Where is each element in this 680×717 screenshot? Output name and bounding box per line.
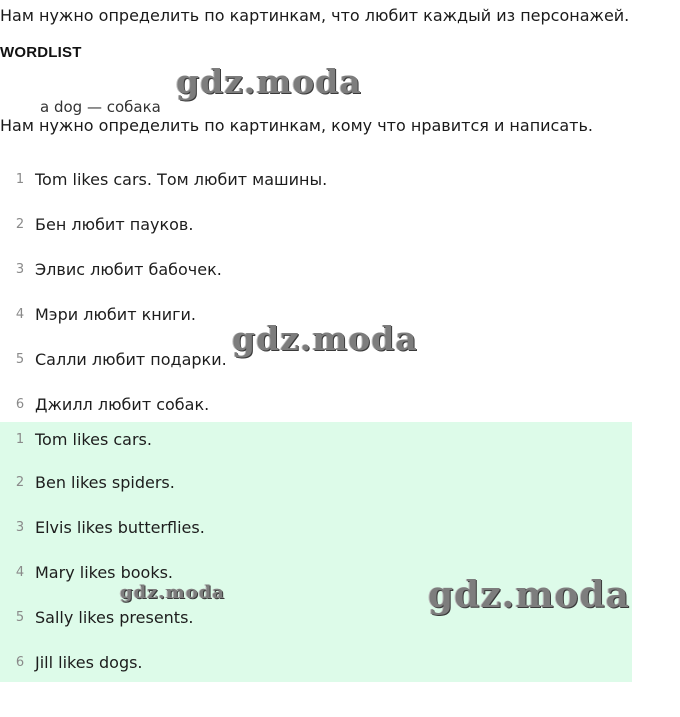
item-text: Tom likes cars. xyxy=(35,430,152,449)
item-number: 1 xyxy=(15,172,25,187)
item-text: Elvis likes butterflies. xyxy=(35,518,205,537)
list-item xyxy=(0,422,632,467)
item-number: 2 xyxy=(15,475,25,490)
item-text: Мэри любит книги. xyxy=(35,305,197,324)
answers-english-highlighted xyxy=(0,422,632,682)
answers-russian xyxy=(0,164,632,434)
item-number: 1 xyxy=(15,432,25,447)
list-item xyxy=(0,512,632,557)
item-number: 5 xyxy=(15,610,25,625)
wordlist-entry: a dog — собака xyxy=(40,98,161,116)
item-number: 4 xyxy=(15,307,25,322)
item-text: Элвис любит бабочек. xyxy=(35,260,222,279)
list-item xyxy=(0,209,632,254)
instruction-text: Нам нужно определить по картинкам, кому что нравится и написать. xyxy=(0,116,593,135)
item-text: Салли любит подарки. xyxy=(35,350,227,369)
list-item xyxy=(0,647,632,692)
item-number: 2 xyxy=(15,217,25,232)
intro-text: Нам нужно определить по картинкам, что любит каждый из персонажей. xyxy=(0,6,630,25)
watermark-logo: gdz.moda xyxy=(232,319,418,358)
watermark-logo: gdz.moda xyxy=(120,582,225,603)
item-number: 6 xyxy=(15,655,25,670)
list-item xyxy=(0,254,632,299)
item-text: Jill likes dogs. xyxy=(35,653,143,672)
item-text: Бен любит пауков. xyxy=(35,215,194,234)
wordlist-heading: WORDLIST xyxy=(0,44,82,61)
item-text: Tom likes cars. Том любит машины. xyxy=(35,170,328,189)
item-number: 3 xyxy=(15,520,25,535)
item-number: 3 xyxy=(15,262,25,277)
list-item xyxy=(0,164,632,209)
item-number: 6 xyxy=(15,397,25,412)
list-item xyxy=(0,467,632,512)
item-number: 4 xyxy=(15,565,25,580)
item-text: Mary likes books. xyxy=(35,563,174,582)
item-text: Ben likes spiders. xyxy=(35,473,175,492)
item-text: Джилл любит собак. xyxy=(35,395,210,414)
watermark-logo: gdz.moda xyxy=(176,62,362,101)
item-text: Sally likes presents. xyxy=(35,608,194,627)
watermark-logo: gdz.moda xyxy=(428,574,630,616)
item-number: 5 xyxy=(15,352,25,367)
